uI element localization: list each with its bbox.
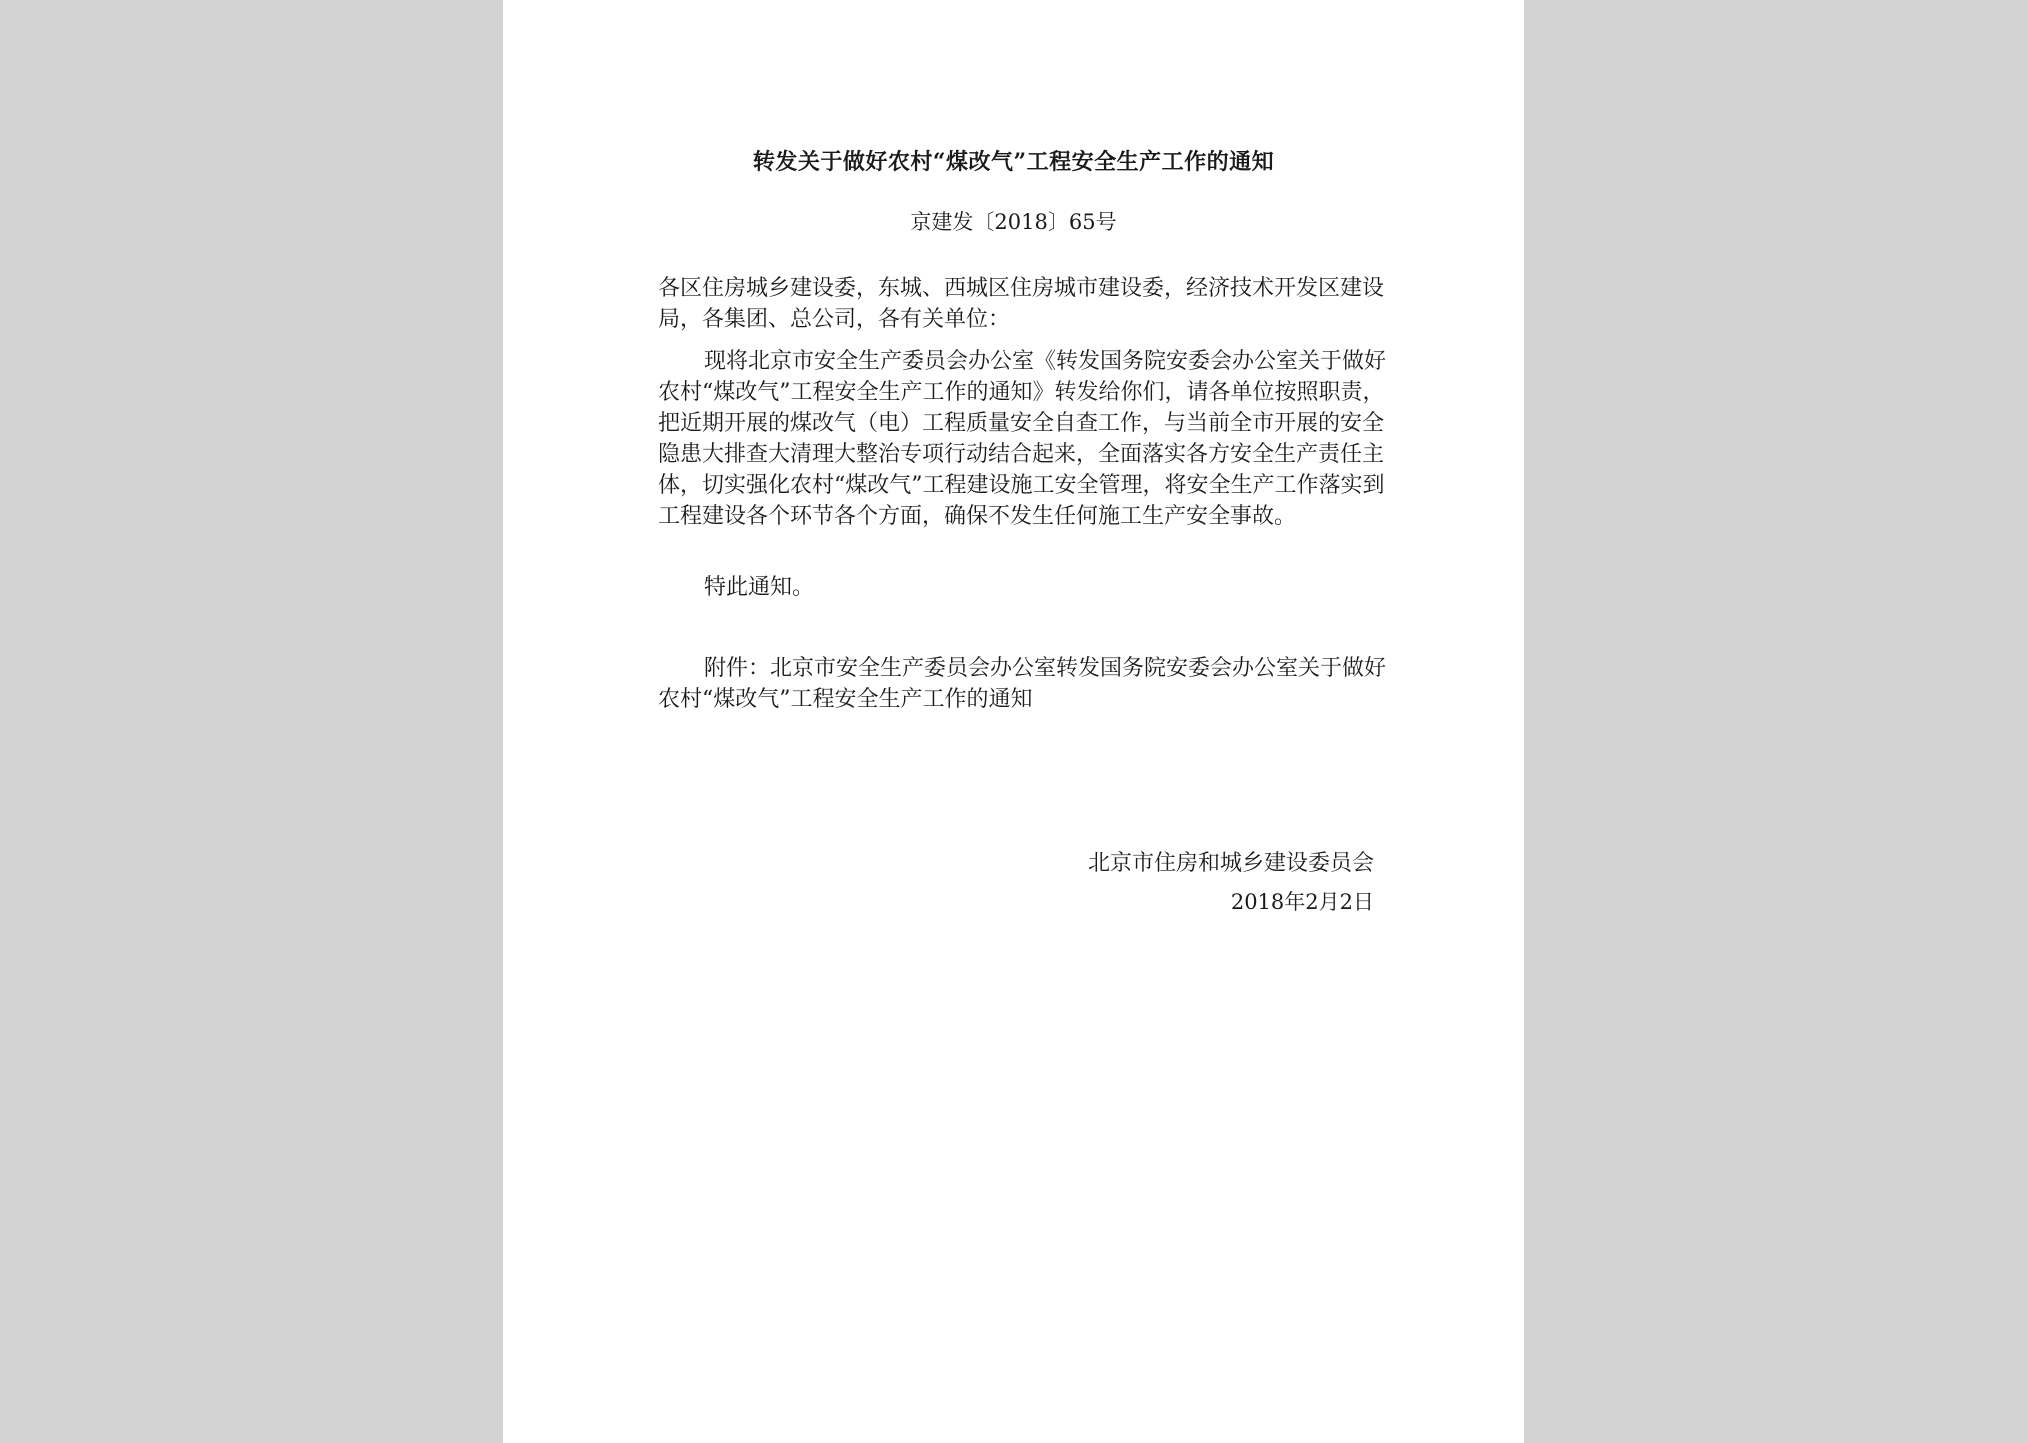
document-page	[503, 0, 1524, 1443]
document-title: 转发关于做好农村“煤改气”工程安全生产工作的通知	[752, 149, 1275, 175]
body-paragraph: 现将北京市安全生产委员会办公室《转发国务院安委会办公室关于做好农村“煤改气”工程安全生产工作的通知》转发给你们，请各单位按照职责，把近期开展的煤改气（电）工程质量安全自查工作，与当前全市开展的安全隐患大排查大清理大整治专项行动结合起来，全面落实各方安全生产责任主体，切实强化农村“煤改气”工程建设施工安全管理，将安全生产工作落实到工程建设各个环节各个方面，确保不发生任何施工生产安全事故。	[658, 349, 1387, 529]
attachment-note: 附件：北京市安全生产委员会办公室转发国务院安委会办公室关于做好农村“煤改气”工程安全生产工作的通知	[658, 656, 1387, 712]
closing-line: 特此通知。	[704, 575, 815, 600]
signatory-organization: 北京市住房和城乡建设委员会	[1087, 851, 1374, 876]
addressee: 各区住房城乡建设委，东城、西城区住房城市建设委，经济技术开发区建设局，各集团、总公司，各有关单位：	[658, 276, 1385, 332]
signature-date: 2018年2月2日	[1230, 890, 1374, 914]
document-number: 京建发〔2018〕65号	[910, 210, 1117, 234]
